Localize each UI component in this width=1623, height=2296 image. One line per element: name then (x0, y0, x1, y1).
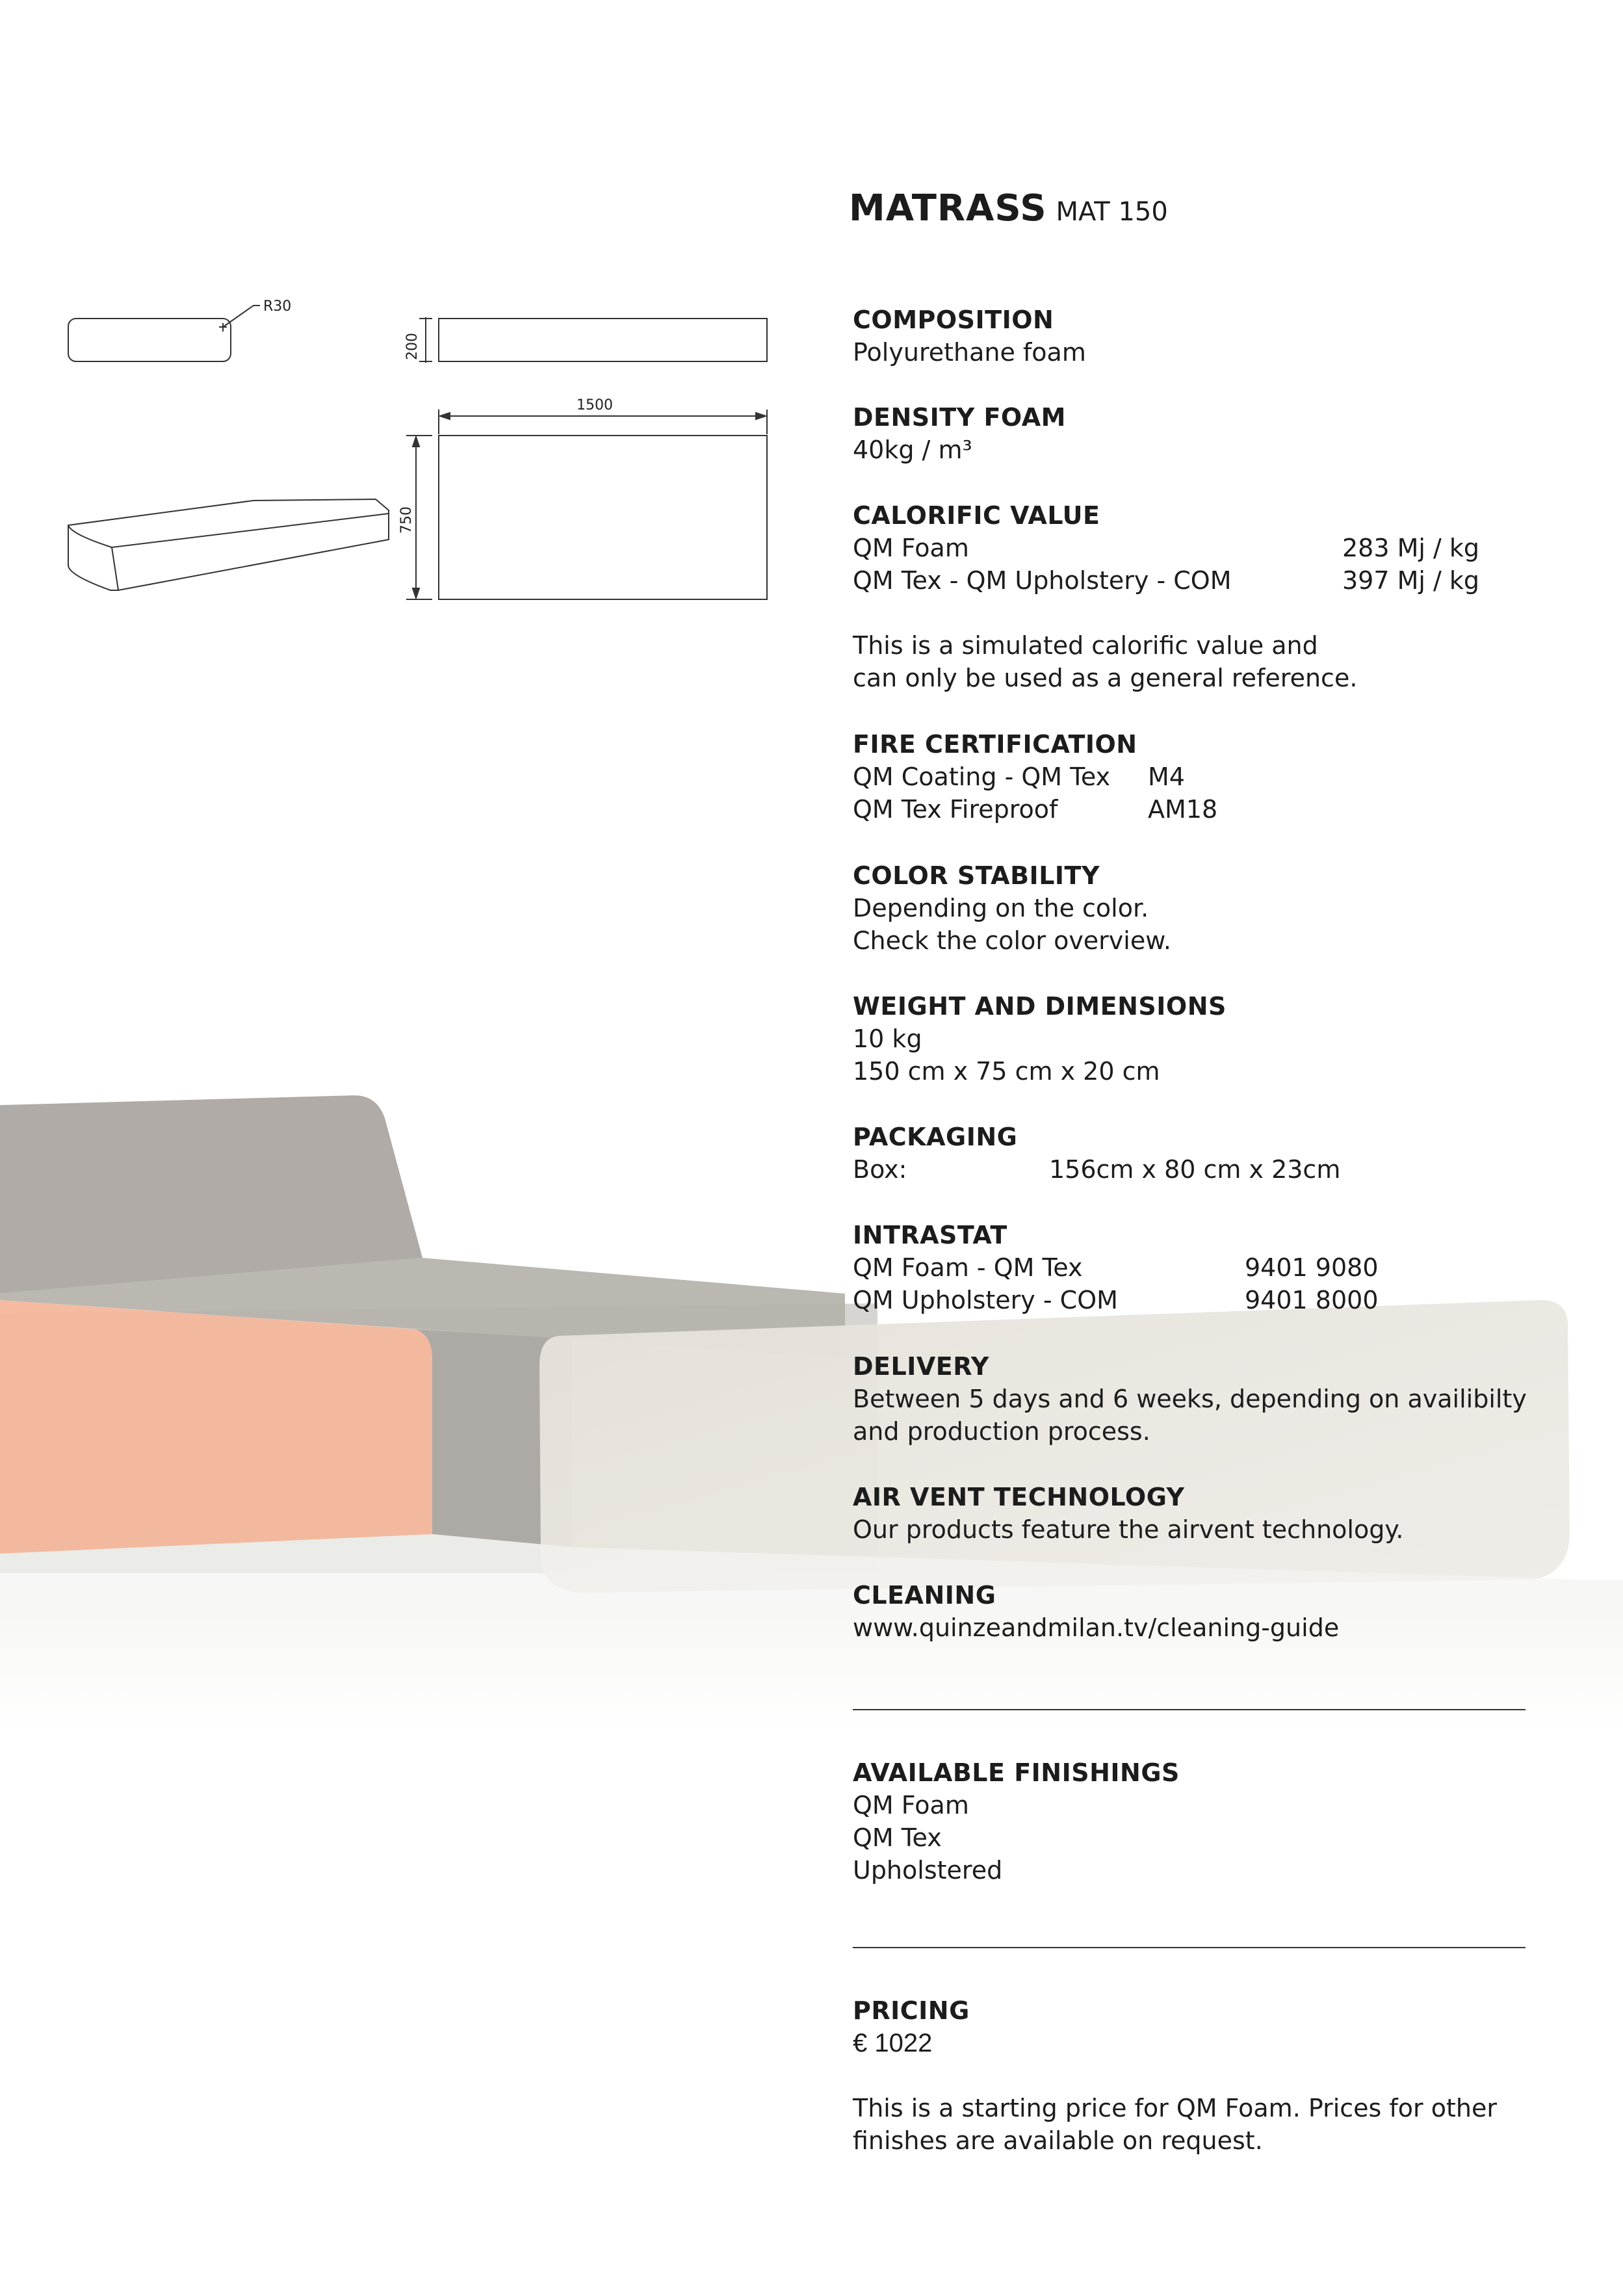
page-title (849, 187, 1168, 229)
finishing-item: QM Foam (853, 1791, 969, 1820)
calorific-row (853, 532, 1529, 564)
finishing-item: QM Tex (853, 1823, 942, 1852)
cleaning-link[interactable]: www.quinzeandmilan.tv/cleaning-guide (853, 1613, 1340, 1642)
weight-section (853, 990, 1529, 1088)
packaging-heading: PACKAGING (853, 1123, 1018, 1151)
density-value: 40kg / m³ (853, 436, 972, 464)
color-heading: COLOR STABILITY (853, 861, 1100, 890)
delivery-section (853, 1350, 1529, 1448)
packaging-row (853, 1153, 1529, 1186)
dimensions-line: 150 cm x 75 cm x 20 cm (853, 1057, 1160, 1086)
weight-heading: WEIGHT AND DIMENSIONS (853, 992, 1227, 1021)
fire-heading: FIRE CERTIFICATION (853, 730, 1137, 759)
fire-section (853, 728, 1529, 826)
weight-line: 10 kg (853, 1024, 922, 1053)
airvent-value: Our products feature the airvent technology. (853, 1515, 1404, 1544)
packaging-section (853, 1121, 1529, 1186)
calorific-value: 283 Mj / kg (1342, 534, 1480, 562)
pricing-heading: PRICING (853, 1996, 970, 2025)
intrastat-heading: INTRASTAT (853, 1221, 1007, 1249)
calorific-value: 397 Mj / kg (1342, 566, 1480, 595)
product-code: MAT 150 (1056, 197, 1168, 227)
calorific-label: QM Foam (853, 534, 969, 562)
pricing-section (853, 1994, 1529, 2157)
finishings-heading: AVAILABLE FINISHINGS (853, 1758, 1180, 1787)
fire-label: QM Tex Fireproof (853, 795, 1058, 824)
calorific-section (853, 499, 1529, 694)
intrastat-row (853, 1251, 1529, 1284)
density-section (853, 401, 1529, 466)
pricing-note: This is a starting price for QM Foam. Prices for other (853, 2094, 1497, 2122)
technical-drawing (0, 280, 806, 618)
height-label: 200 (404, 333, 421, 360)
depth-label: 750 (398, 506, 415, 534)
composition-value: Polyurethane foam (853, 338, 1086, 367)
fire-row (853, 793, 1529, 826)
calorific-row (853, 564, 1529, 597)
composition-section (853, 304, 1529, 369)
delivery-line: and production process. (853, 1417, 1150, 1446)
finishings-section (853, 1756, 1529, 1886)
cleaning-heading: CLEANING (853, 1581, 996, 1610)
divider (853, 1709, 1526, 1710)
product-name: MATRASS (849, 187, 1047, 229)
calorific-label: QM Tex - QM Upholstery - COM (853, 566, 1232, 595)
calorific-heading: CALORIFIC VALUE (853, 501, 1100, 530)
packaging-label: Box: (853, 1155, 907, 1184)
intrastat-value: 9401 9080 (1245, 1253, 1379, 1282)
intrastat-label: QM Upholstery - COM (853, 1286, 1118, 1314)
calorific-note: This is a simulated calorific value and (853, 631, 1318, 660)
delivery-line: Between 5 days and 6 weeks, depending on availibilty (853, 1385, 1527, 1413)
calorific-note: can only be used as a general reference. (853, 664, 1358, 692)
fire-row (853, 761, 1529, 793)
fire-value: AM18 (1148, 795, 1218, 824)
airvent-heading: AIR VENT TECHNOLOGY (853, 1483, 1185, 1511)
density-heading: DENSITY FOAM (853, 403, 1066, 432)
fire-label: QM Coating - QM Tex (853, 763, 1111, 791)
divider (853, 1947, 1526, 1948)
intrastat-value: 9401 8000 (1245, 1286, 1379, 1314)
intrastat-section (853, 1219, 1529, 1316)
fire-value: M4 (1148, 763, 1185, 791)
composition-heading: COMPOSITION (853, 306, 1054, 334)
length-label: 1500 (577, 397, 613, 413)
price-value: € 1022 (853, 2029, 933, 2057)
delivery-heading: DELIVERY (853, 1352, 989, 1381)
color-line: Depending on the color. (853, 894, 1149, 922)
finishing-item: Upholstered (853, 1856, 1003, 1885)
color-line: Check the color overview. (853, 926, 1171, 955)
radius-label: R30 (263, 298, 292, 315)
airvent-section (853, 1481, 1529, 1546)
intrastat-row (853, 1284, 1529, 1316)
packaging-value: 156cm x 80 cm x 23cm (1049, 1155, 1341, 1184)
cleaning-section (853, 1579, 1529, 1644)
color-section (853, 859, 1529, 957)
pricing-note: finishes are available on request. (853, 2126, 1263, 2155)
intrastat-label: QM Foam - QM Tex (853, 1253, 1083, 1282)
